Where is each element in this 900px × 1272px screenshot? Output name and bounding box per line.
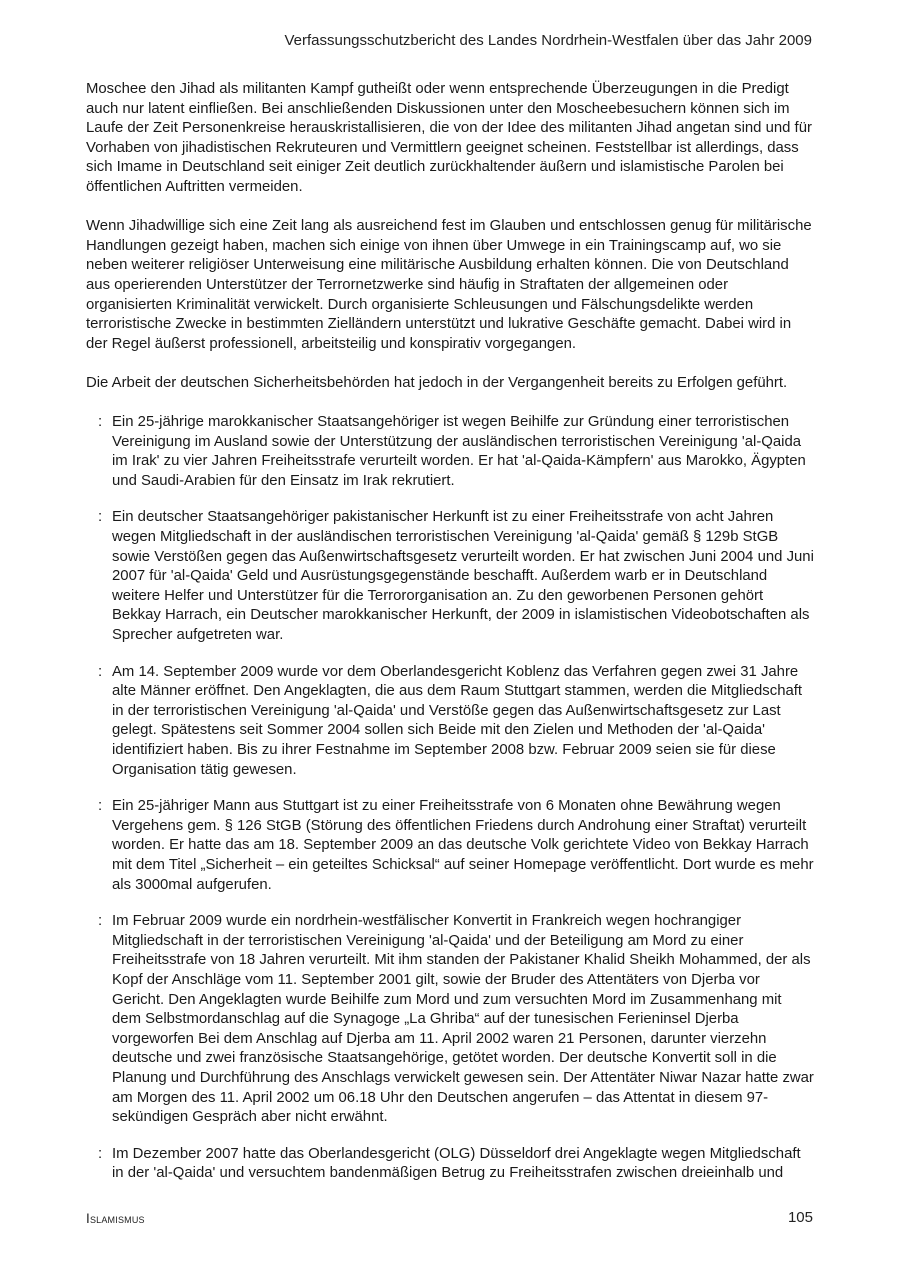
list-item-text: Am 14. September 2009 wurde vor dem Oberlandesgericht Koblenz das Verfahren gegen zwei 31 Jahre alte Männer eröffnet. Den Angeklagten, die aus dem Raum Stuttgart stammen, werden die Mitgliedschaft in der terroristischen Vereinigung 'al-Qaida' und Verstöße gegen das Außenwirtschaftsgesetz zur Last gelegt. Spätestens seit Sommer 2004 sollen sich Beide mit den Zielen und Methoden der 'al-Qaida' identifiziert haben. Bis zu ihrer Festnahme im September 2008 bzw. Februar 2009 seien sie für diese Organisation tätig gewesen. (112, 663, 803, 778)
bullet-list (86, 413, 814, 1184)
paragraph: Wenn Jihadwillige sich eine Zeit lang als ausreichend fest im Glauben und entschlossen genug für militärische Handlungen gezeigt haben, machen sich einige von ihnen über Umwege in ein Trainingscamp auf, wo sie neben weiterer religiöser Unterweisung eine militärische Ausbildung erhalten können. Die von Deutschland aus operierenden Unterstützer der Terrornetzwerke sind häufig in Straftaten der allgemeinen oder organisierten Kriminalität verwickelt. Durch organisierte Schleusungen und Fälschungsdelikte werden terroristische Zwecke in bestimmten Zielländern unterstützt und lukrative Geschäfte gemacht. Dabei wird in der Regel äußerst professionell, arbeitsteilig und konspirativ vorgegangen. (86, 218, 812, 352)
list-item-text: Im Dezember 2007 hatte das Oberlandesgericht (OLG) Düsseldorf drei Angeklagte wegen Mitgliedschaft in der 'al-Qaida' und versuchtem bandenmäßigen Betrug zu Freiheitsstrafen zwischen dreieinhalb und (112, 1145, 801, 1182)
list-item-text: Im Februar 2009 wurde ein nordrhein-westfälischer Konvertit in Frankreich wegen hochrangiger Mitgliedschaft in der terroristischen Vereinigung 'al-Qaida' und der Beteiligung am Mord zu einer Freiheitsstrafe von 18 Jahren verurteilt. Mit ihm standen der Pakistaner Khalid Sheikh Mohammed, der als Kopf der Anschläge vom 11. September 2001 gilt, sowie der Bruder des Attentäters von Djerba vor Gericht. Den Angeklagten wurde Beihilfe zum Mord und zum versuchten Mord im Zusammenhang mit dem Selbstmordanschlag auf die Synagoge „La Ghriba“ auf der tunesischen Ferieninsel Djerba vorgeworfen Bei dem Anschlag auf Djerba am 11. April 2002 waren 21 Personen, darunter vierzehn deutsche und zwei französische Staatsangehörige, getötet worden. Der deutsche Konvertit soll in die Planung und Durchführung des Anschlags verwickelt gewesen sein. Der Attentäter Niwar Nazar hatte zwar am Morgen des 11. April 2002 um 06.18 Uhr den Deutschen angerufen – das Attentat in diesem 97-sekündigen Gespräch aber nicht erwähnt. (112, 913, 814, 1126)
bullet-marker: : (98, 414, 103, 431)
paragraph: Moschee den Jihad als militanten Kampf gutheißt oder wenn entsprechende Überzeugungen in die Predigt auch nur latent einfließen. Bei anschließenden Diskussionen unter den Moscheebesuchern können sich im Laufe der Zeit Personenkreise herauskristallisieren, die von der Idee des militanten Jihad angetan sind und für Vorhaben von jihadistischen Rekruteuren und Vermittlern geeignet scheinen. Feststellbar ist allerdings, dass sich Imame in Deutschland seit einiger Zeit deutlich zurückhaltender äußern und islamistische Parolen bei öffentlichen Auftritten vermeiden. (86, 81, 812, 195)
paragraph: Die Arbeit der deutschen Sicherheitsbehörden hat jedoch in der Vergangenheit bereits zu Erfolgen geführt. (86, 374, 788, 391)
footer-section-label (86, 1211, 145, 1226)
section-label: Islamismus (86, 1211, 145, 1226)
bullet-marker: : (98, 798, 103, 815)
bullet-marker: : (98, 509, 103, 526)
bullet-marker: : (98, 663, 103, 680)
list-item (86, 797, 814, 895)
list-item (86, 663, 814, 781)
list-item (86, 912, 814, 1128)
list-item (86, 413, 814, 491)
bullet-marker: : (98, 1145, 103, 1162)
body-text (86, 80, 814, 1201)
bullet-marker: : (98, 913, 103, 930)
list-item-text: Ein 25-jährige marokkanischer Staatsangehöriger ist wegen Beihilfe zur Gründung einer terroristischen Vereinigung im Ausland sowie der Unterstützung der ausländischen terroristischen Vereinigung 'al-Qaida im Irak' zu vier Jahren Freiheitsstrafe verurteilt worden. Er hat 'al-Qaida-Kämpfern' aus Marokko, Ägypten und Saudi-Arabien für den Einsatz im Irak rekrutiert. (112, 414, 806, 489)
running-header: Verfassungsschutzbericht des Landes Nordrhein-Westfalen über das Jahr 2009 (284, 32, 812, 49)
list-item-text: Ein deutscher Staatsangehöriger pakistanischer Herkunft ist zu einer Freiheitsstrafe von acht Jahren wegen Mitgliedschaft in der ausländischen terroristischen Vereinigung 'al-Qaida' gemäß § 129b StGB sowie Verstößen gegen das Außenwirtschaftsgesetz verurteilt worden. Er hat zwischen Juni 2004 und Juni 2007 für 'al-Qaida' Geld und Ausrüstungsgegenstände beschafft. Außerdem warb er in Deutschland weitere Helfer und Unterstützer für die Terrororganisation an. Zu den geworbenen Personen gehört Bekkay Harrach, ein Deutscher marokkanischer Herkunft, der 2009 in islamistischen Videobotschaften als Sprecher aufgetreten war. (112, 509, 814, 644)
list-item-text: Ein 25-jähriger Mann aus Stuttgart ist zu einer Freiheitsstrafe von 6 Monaten ohne Bewährung wegen Vergehens gem. § 126 StGB (Störung des öffentlichen Friedens durch Androhung einer Straftat) verurteilt worden. Er hatte das am 18. September 2009 an das deutsche Volk gerichtete Video von Bekkay Harrach mit dem Titel „Sicherheit – ein geteiltes Schicksal“ auf seiner Homepage veröffentlicht. Dort wurde es mehr als 3000mal aufgerufen. (112, 798, 814, 893)
list-item (86, 1145, 814, 1184)
page-number: 105 (787, 1209, 813, 1226)
list-item (86, 508, 814, 645)
